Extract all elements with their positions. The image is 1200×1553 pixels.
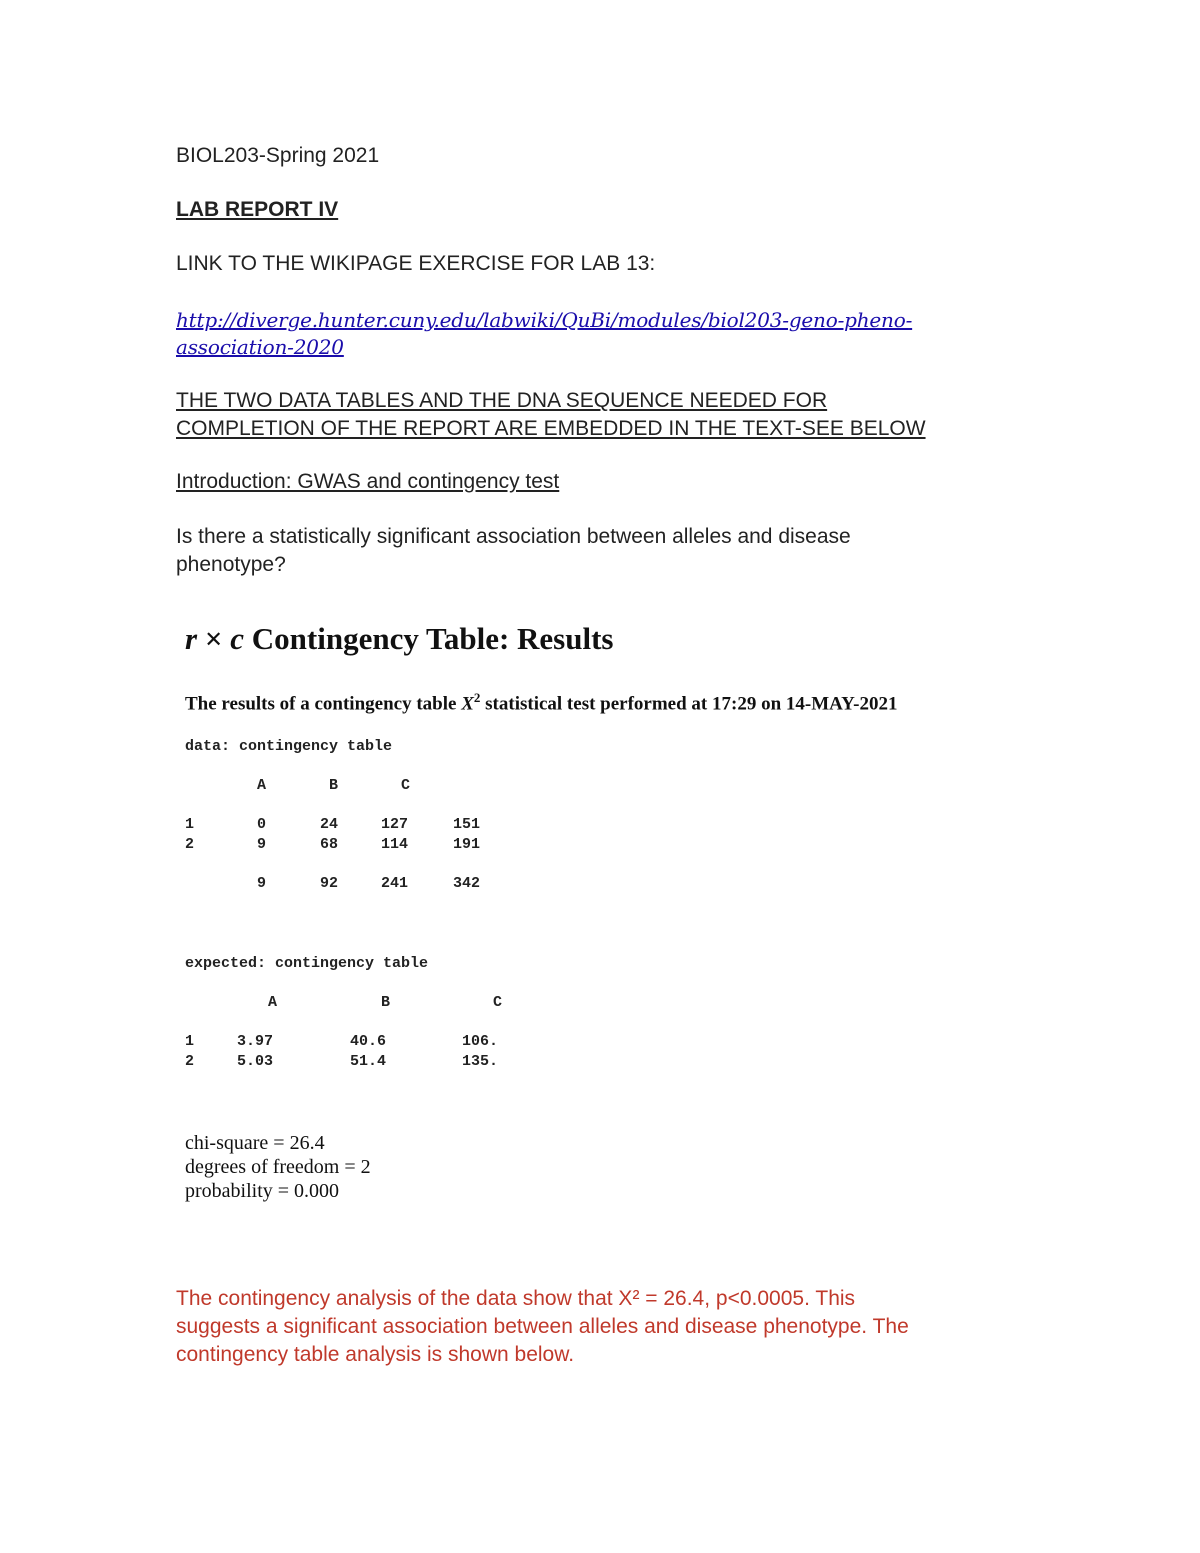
link-intro: LINK TO THE WIKIPAGE EXERCISE FOR LAB 13: <box>176 252 656 275</box>
question-line-1: Is there a statistically significant association between alleles and disease <box>176 525 851 548</box>
data-col-header: C <box>401 777 411 794</box>
report-title: LAB REPORT IV <box>176 198 339 221</box>
subtitle-pre: The results of a contingency table <box>185 693 462 715</box>
data-cell: 9 <box>257 836 267 853</box>
degrees-of-freedom: degrees of freedom = 2 <box>185 1156 371 1178</box>
results-subtitle <box>185 690 897 715</box>
data-cell: 114 <box>381 836 409 853</box>
expected-cell: 3.97 <box>237 1033 274 1050</box>
data-total: 9 <box>257 875 267 892</box>
title-r: r <box>185 621 198 656</box>
wiki-link[interactable] <box>176 307 1056 361</box>
conclusion-line-3: contingency table analysis is shown below. <box>176 1343 575 1366</box>
data-cell: 24 <box>320 816 339 833</box>
expected-table-label: expected: contingency table <box>185 955 429 972</box>
subtitle-sup: 2 <box>473 690 481 705</box>
intro-heading: Introduction: GWAS and contingency test <box>176 470 560 493</box>
subtitle-post: statistical test performed at 17:29 on 14-MAY-2021 <box>480 693 898 715</box>
notice-text <box>176 387 1056 443</box>
chi-square-value: chi-square = 26.4 <box>185 1132 325 1154</box>
test-statistics <box>185 1131 371 1203</box>
expected-col-header: A <box>268 994 278 1011</box>
data-cell: 127 <box>381 816 409 833</box>
data-col-header: A <box>257 777 267 794</box>
data-row-label: 1 <box>185 816 195 833</box>
subtitle-x: X <box>461 693 474 715</box>
expected-cell: 135. <box>462 1053 499 1070</box>
question-text <box>176 523 1056 579</box>
data-row-label: 2 <box>185 836 195 853</box>
title-c: c <box>230 621 245 656</box>
notice-line-1: THE TWO DATA TABLES AND THE DNA SEQUENCE NEEDED FOR <box>176 389 828 412</box>
results-title <box>185 621 614 657</box>
expected-cell: 106. <box>462 1033 499 1050</box>
wiki-link-line-1[interactable]: http://diverge.hunter.cuny.edu/labwiki/QuBi/modules/biol203-geno-pheno- <box>176 308 913 332</box>
course-header: BIOL203-Spring 2021 <box>176 144 380 167</box>
expected-cell: 40.6 <box>350 1033 387 1050</box>
data-cell: 151 <box>453 816 481 833</box>
expected-row-label: 2 <box>185 1053 195 1070</box>
data-table-label: data: contingency table <box>185 738 393 755</box>
notice-line-2: COMPLETION OF THE REPORT ARE EMBEDDED IN THE TEXT-SEE BELOW <box>176 417 926 440</box>
data-total: 92 <box>320 875 339 892</box>
data-total: 342 <box>453 875 481 892</box>
expected-col-header: C <box>493 994 503 1011</box>
title-times: × <box>197 621 231 656</box>
expected-row-label: 1 <box>185 1033 195 1050</box>
data-cell: 0 <box>257 816 267 833</box>
data-total: 241 <box>381 875 409 892</box>
conclusion-line-2: suggests a significant association between alleles and disease phenotype. The <box>176 1315 909 1338</box>
expected-cell: 51.4 <box>350 1053 387 1070</box>
wiki-link-line-2[interactable]: association-2020 <box>176 335 344 359</box>
data-col-header: B <box>329 777 339 794</box>
probability-value: probability = 0.000 <box>185 1180 340 1202</box>
question-line-2: phenotype? <box>176 553 286 576</box>
data-cell: 68 <box>320 836 339 853</box>
conclusion-line-1: The contingency analysis of the data show that X² = 26.4, p<0.0005. This <box>176 1287 856 1310</box>
data-cell: 191 <box>453 836 481 853</box>
expected-col-header: B <box>381 994 391 1011</box>
title-rest: Contingency Table: Results <box>244 621 614 656</box>
conclusion-text <box>176 1285 1056 1369</box>
expected-cell: 5.03 <box>237 1053 274 1070</box>
